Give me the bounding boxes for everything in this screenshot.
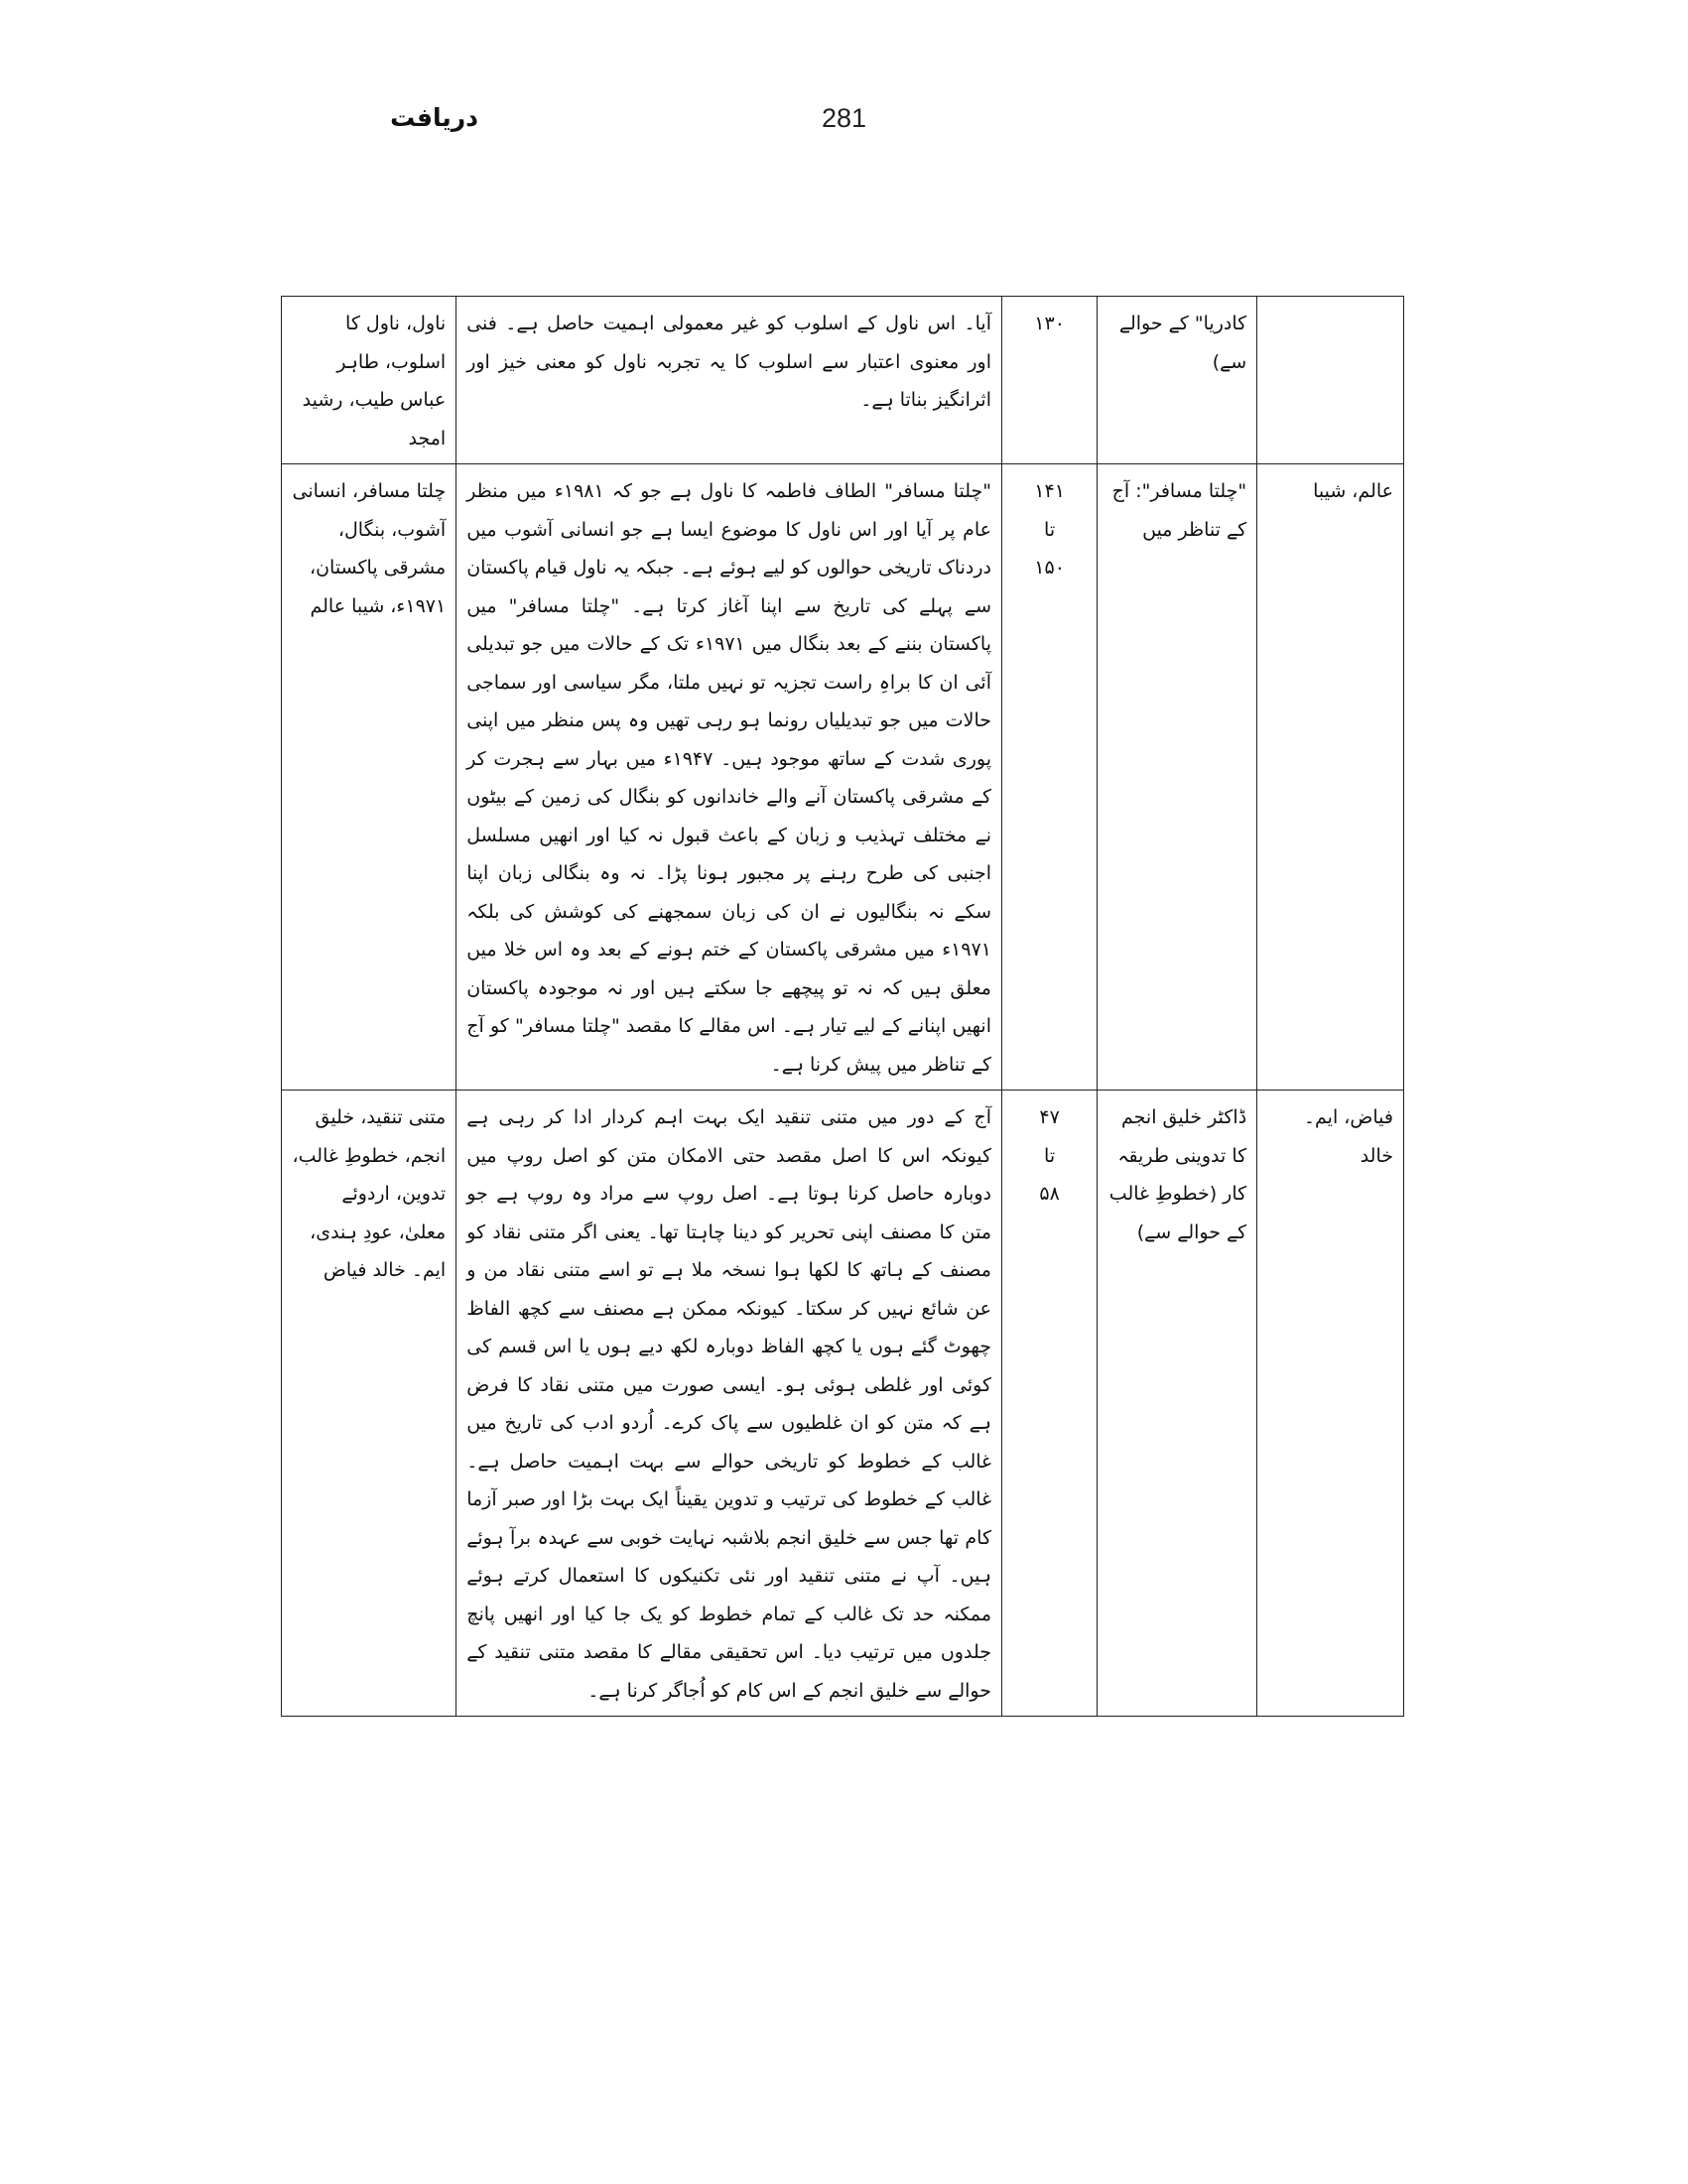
abstract-cell: آج کے دور میں متنی تنقید ایک بہت اہم کردار ادا کر رہی ہے کیونکہ اس کا اصل مقصد حتی الامکان متن کو اصل روپ میں دوبارہ حاصل کرنا ہوتا ہے۔ اصل روپ سے مراد وہ روپ ہے جو متن کا مصنف اپنی تحریر کو دینا چاہتا تھا۔ یعنی اگر متنی نقاد کو مصنف کے ہاتھ کا لکھا ہوا نسخہ ملا ہے تو اسے متنی نقاد من و عن شائع نہیں کر سکتا۔ کیونکہ ممکن ہے مصنف سے کچھ الفاظ چھوٹ گئے ہوں یا کچھ الفاظ دوبارہ لکھ دیے ہوں یا اس قسم کی کوئی اور غلطی ہوئی ہو۔ ایسی صورت میں متنی نقاد کا فرض ہے کہ متن کو ان غلطیوں سے پاک کرے۔ اُردو ادب کی تاریخ میں غالب کے خطوط کو تاریخی حوالے سے بہت اہمیت حاصل ہے۔ غالب کے خطوط کی ترتیب و تدوین یقیناً ایک بہت بڑا اور صبر آزما کام تھا جس سے خلیق انجم بلاشبہ نہایت خوبی سے عہدہ برآ ہوئے ہیں۔ آپ نے متنی تنقید اور نئی تکنیکوں کا استعمال کرتے ہوئے ممکنہ حد تک غالب کے تمام خطوط کو یک جا کیا اور انھیں پانچ جلدوں میں ترتیب دیا۔ اس تحقیقی مقالے کا مقصد متنی تنقید کے حوالے سے خلیق انجم کے اس کام کو اُجاگر کرنا ہے۔ [456,1091,1002,1717]
running-head: دریافت [390,103,478,132]
abstract-cell: "چلتا مسافر" الطاف فاطمہ کا ناول ہے جو کہ ۱۹۸۱ء میں منظر عام پر آیا اور اس ناول کا موضوع ایسا ہے جو انسانی آشوب میں دردناک تاریخی حوالوں کو لیے ہوئے ہے۔ جبکہ یہ ناول قیام پاکستان سے پہلے کی تاریخ سے اپنا آغاز کرتا ہے۔ "چلتا مسافر" میں پاکستان بننے کے بعد بنگال میں ۱۹۷۱ء تک کے حالات میں جو تبدیلی آئی ان کا براہِ راست تجزیہ تو نہیں ملتا، مگر سیاسی اور سماجی حالات میں جو تبدیلیاں رونما ہو رہی تھیں وہ پس منظر میں اپنی پوری شدت کے ساتھ موجود ہیں۔ ۱۹۴۷ء میں بہار سے ہجرت کر کے مشرقی پاکستان آنے والے خاندانوں کو بنگال کی زمین کے بیٹوں نے مختلف تہذیب و زبان کے باعث قبول نہ کیا اور انھیں مسلسل اجنبی کی طرح رہنے پر مجبور ہونا پڑا۔ نہ وہ بنگالی زبان اپنا سکے نہ بنگالیوں نے ان کی زبان سمجھنے کی کوشش کی بلکہ ۱۹۷۱ء میں مشرقی پاکستان کے ختم ہونے کے بعد وہ اس خلا میں معلق ہیں کہ نہ تو پیچھے جا سکتے ہیں اور نہ موجودہ پاکستان انھیں اپنانے کے لیے تیار ہے۔ اس مقالے کا مقصد "چلتا مسافر" کو آج کے تناظر میں پیش کرنا ہے۔ [456,464,1002,1091]
table-row [282,297,1404,464]
page-range-start: ۴۷ [1039,1106,1060,1128]
table-row [282,464,1404,1091]
author-cell: عالم، شیبا [1257,464,1404,1091]
title-cell: "چلتا مسافر": آج کے تناظر میں [1098,464,1257,1091]
keywords-cell: متنی تنقید، خلیق انجم، خطوطِ غالب، تدوین، اردوئے معلیٰ، عودِ ہندی، ایم۔ خالد فیاض [282,1091,456,1717]
pages-cell [1002,1091,1098,1717]
page-range-end: ۱۵۰ [1034,557,1065,578]
page-range-end: ۵۸ [1039,1183,1060,1205]
pages-cell [1002,464,1098,1091]
table-row [282,1091,1404,1717]
author-cell [1257,297,1404,464]
author-cell: فیاض، ایم۔ خالد [1257,1091,1404,1717]
abstract-cell: آیا۔ اس ناول کے اسلوب کو غیر معمولی اہمیت حاصل ہے۔ فنی اور معنوی اعتبار سے اسلوب کا یہ تجربہ ناول کو معنی خیز اور اثرانگیز بناتا ہے۔ [456,297,1002,464]
title-cell: ڈاکٹر خلیق انجم کا تدوینی طریقہ کار (خطوطِ غالب کے حوالے سے) [1098,1091,1257,1717]
page-range-start: ۱۳۰ [1034,313,1065,334]
page-number: 281 [821,103,867,133]
page-range-start: ۱۴۱ [1034,480,1065,502]
keywords-cell: ناول، ناول کا اسلوب، طاہر عباس طیب، رشید امجد [282,297,456,464]
title-cell: کادریا" کے حوالے سے) [1098,297,1257,464]
page-range-separator: تا [1044,518,1056,541]
pages-cell [1002,297,1098,464]
keywords-cell: چلتا مسافر، انسانی آشوب، بنگال، مشرقی پاکستان، ۱۹۷۱ء، شیبا عالم [282,464,456,1091]
page-range-separator: تا [1044,1144,1056,1167]
index-table [281,296,1404,1717]
